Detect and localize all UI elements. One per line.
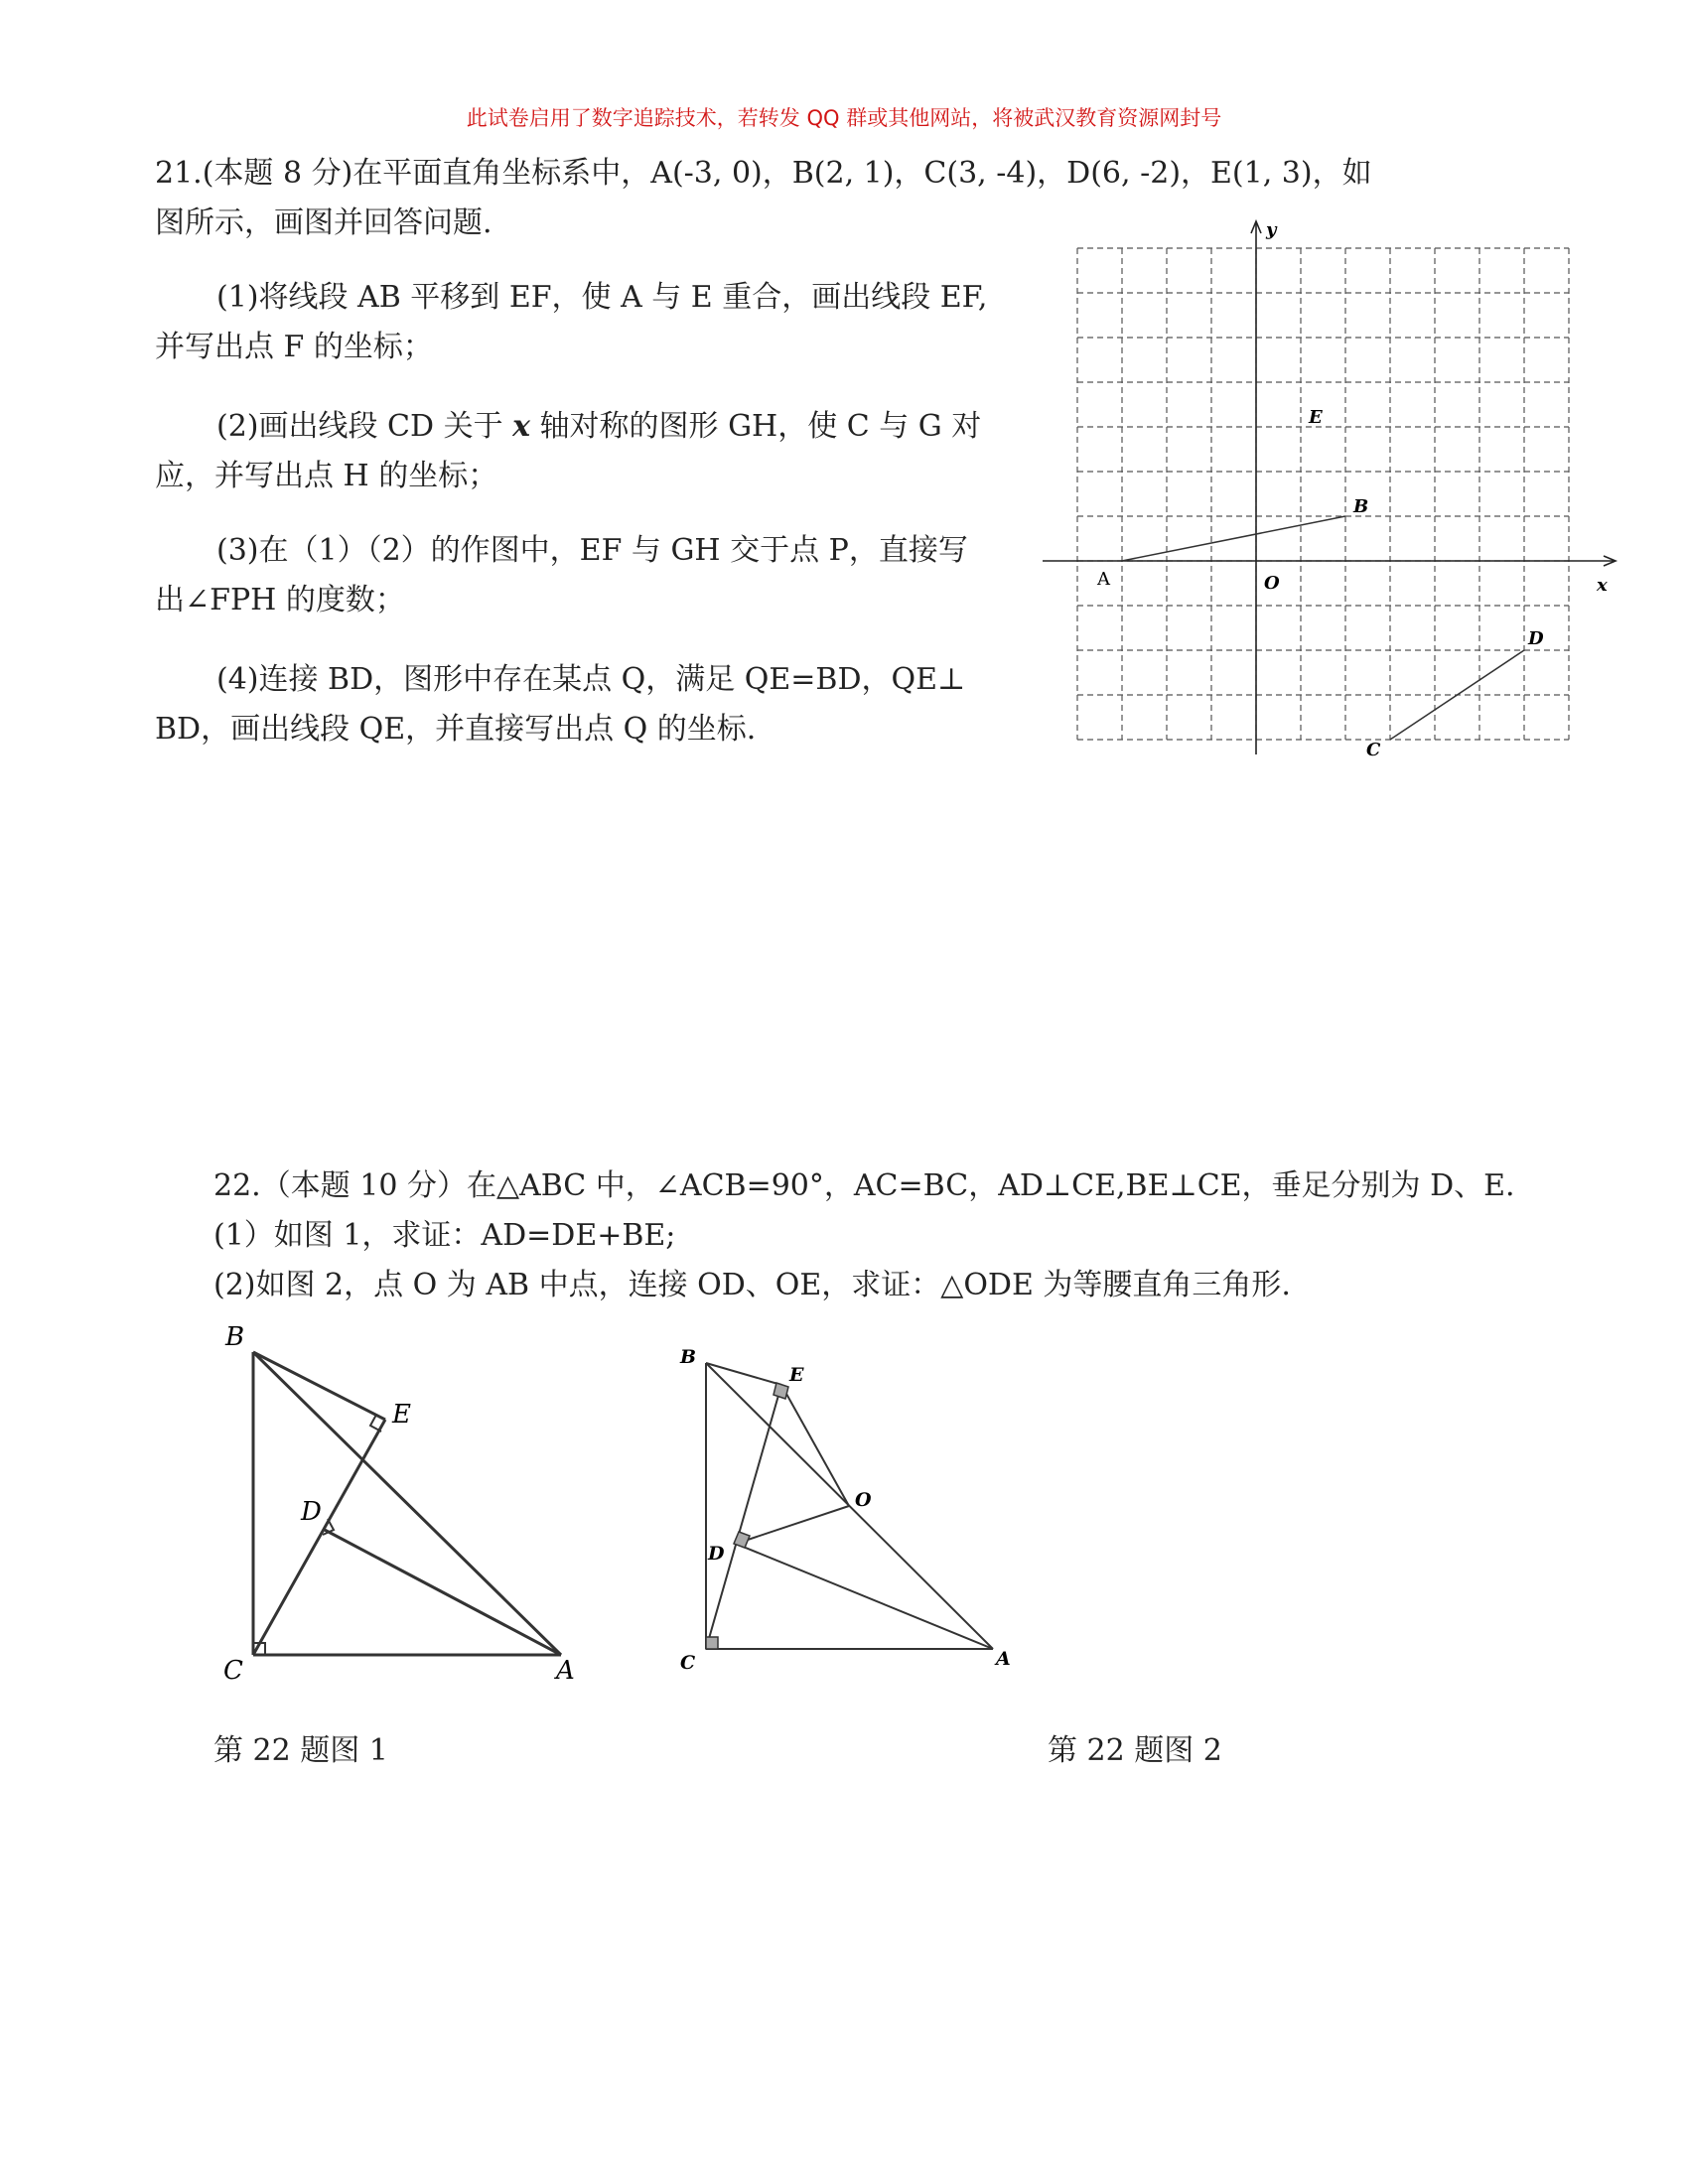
q21-stem-line2: 图所示，画图并回答问题. [155, 205, 492, 240]
fig1-label-c: C [223, 1656, 243, 1686]
q21-stem-line1: 21.(本题 8 分)在平面直角坐标系中，A(-3, 0)，B(2, 1)，C(3, -4)，D(6, -2)，E(1, 3)，如 [155, 156, 1372, 191]
segment-ab [1122, 516, 1345, 561]
fig1-caption: 第 22 题图 1 [213, 1733, 388, 1768]
fig1-side-ab [253, 1352, 561, 1655]
q21-part3-line2: 出∠FPH 的度数； [155, 583, 405, 617]
q21-part2-line1 [216, 408, 981, 446]
fig2-right-angle-d [734, 1532, 750, 1548]
q21-part1-line2: 并写出点 F 的坐标； [155, 330, 433, 364]
q21-part3-line1: (3)在（1）（2）的作图中，EF 与 GH 交于点 P，直接写 [216, 533, 968, 568]
q21-part4-line1: (4)连接 BD，图形中存在某点 Q，满足 QE=BD，QE⊥ [216, 662, 966, 697]
q22-part2: (2)如图 2，点 O 为 AB 中点，连接 OD、OE，求证：△ODE 为等腰直角三角形. [213, 1268, 1291, 1302]
fig2-label-c: C [680, 1652, 696, 1674]
fig1-label-b: B [225, 1322, 245, 1352]
point-label-b: B [1353, 496, 1369, 517]
fig1-label-d: D [301, 1497, 322, 1527]
fig2-right-angle-e [774, 1383, 788, 1399]
fig2-label-b: B [680, 1346, 697, 1368]
q22-figure-2 [670, 1325, 1048, 1683]
axes [1043, 221, 1616, 754]
point-label-d: D [1528, 628, 1544, 649]
q21-part2-text-a: (2)画出线段 CD 关于 [216, 409, 513, 444]
fig1-line-ad [323, 1529, 561, 1655]
fig2-side-ab [706, 1363, 993, 1649]
fig2-line-ad [736, 1544, 993, 1649]
fig2-label-o: O [855, 1489, 872, 1511]
q22-part1: (1）如图 1，求证：AD=DE+BE; [213, 1218, 676, 1253]
q21-part2-text-b: 轴对称的图形 GH，使 C 与 G 对 [530, 409, 982, 444]
point-label-c: C [1366, 740, 1381, 760]
q21-part2-x-symbol: x [512, 409, 531, 444]
grid-lines [1077, 248, 1569, 740]
x-axis-label: x [1597, 575, 1608, 596]
y-axis-label: y [1266, 219, 1277, 240]
fig1-label-e: E [392, 1400, 411, 1430]
fig2-label-a: A [996, 1648, 1011, 1670]
fig1-line-be [253, 1352, 385, 1420]
fig1-label-a: A [556, 1656, 575, 1686]
segments [1122, 516, 1524, 740]
point-label-e: E [1309, 407, 1323, 428]
fig2-label-e: E [789, 1364, 804, 1386]
fig2-right-angle-c [706, 1637, 718, 1649]
q22-stem: 22.（本题 10 分）在△ABC 中，∠ACB=90°，AC=BC，AD⊥CE,BE⊥CE，垂足分别为 D、E. [213, 1168, 1515, 1203]
fig1-line-ce [253, 1420, 385, 1655]
fig2-label-d: D [708, 1543, 725, 1565]
point-label-a: A [1097, 569, 1110, 590]
origin-label: O [1264, 573, 1280, 594]
fig2-line-oe [781, 1385, 849, 1506]
coordinate-grid-figure [1033, 213, 1628, 769]
q22-figure-1 [213, 1315, 591, 1693]
fig2-line-od [736, 1506, 849, 1544]
point-labels [1096, 407, 1544, 760]
q21-part1-line1: (1)将线段 AB 平移到 EF，使 A 与 E 重合，画出线段 EF, [216, 280, 988, 315]
fig2-caption: 第 22 题图 2 [1048, 1733, 1222, 1768]
q21-part4-line2: BD，画出线段 QE，并直接写出点 Q 的坐标. [155, 712, 757, 747]
watermark-banner: 此试卷启用了数字追踪技术，若转发 QQ 群或其他网站，将被武汉教育资源网封号 [466, 106, 1222, 130]
fig2-line-ce [706, 1385, 781, 1649]
q21-part2-line2: 应，并写出点 H 的坐标； [155, 459, 498, 493]
